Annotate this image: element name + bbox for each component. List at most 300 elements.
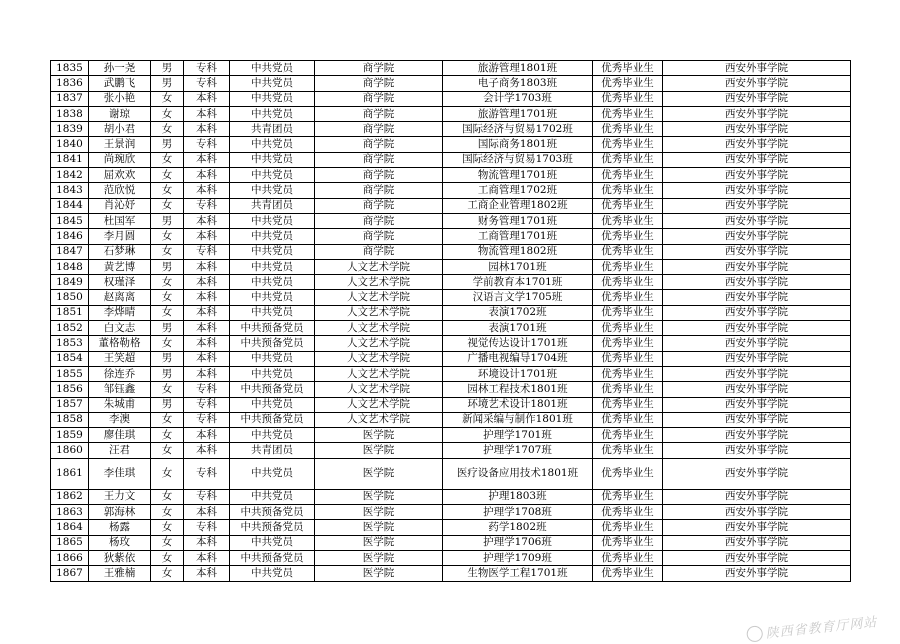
college-cell: 医学院	[315, 458, 443, 489]
class-cell: 国际商务1801班	[443, 137, 593, 152]
school-cell: 西安外事学院	[663, 122, 851, 137]
table-row	[51, 213, 851, 228]
table-row	[51, 458, 851, 489]
degree-level-cell: 专科	[184, 198, 230, 213]
college-cell: 商学院	[315, 168, 443, 183]
gender-cell: 男	[151, 259, 184, 274]
name-cell: 肖沁妤	[89, 198, 151, 213]
gender-cell: 女	[151, 489, 184, 504]
serial-cell: 1866	[51, 550, 89, 565]
degree-level-cell: 专科	[184, 382, 230, 397]
gender-cell: 女	[151, 520, 184, 535]
class-cell: 旅游管理1801班	[443, 61, 593, 76]
gender-cell: 女	[151, 305, 184, 320]
political-status-cell: 共青团员	[230, 198, 315, 213]
college-cell: 人文艺术学院	[315, 397, 443, 412]
degree-level-cell: 本科	[184, 168, 230, 183]
name-cell: 石梦琳	[89, 244, 151, 259]
college-cell: 商学院	[315, 198, 443, 213]
political-status-cell: 中共预备党员	[230, 550, 315, 565]
political-status-cell: 中共党员	[230, 259, 315, 274]
class-cell: 汉语言文学1705班	[443, 290, 593, 305]
award-cell: 优秀毕业生	[593, 336, 663, 351]
class-cell: 护理学1708班	[443, 505, 593, 520]
gender-cell: 女	[151, 505, 184, 520]
gender-cell: 男	[151, 61, 184, 76]
degree-level-cell: 本科	[184, 213, 230, 228]
table-row	[51, 336, 851, 351]
gender-cell: 男	[151, 76, 184, 91]
serial-cell: 1837	[51, 91, 89, 106]
table-row	[51, 428, 851, 443]
degree-level-cell: 专科	[184, 76, 230, 91]
gender-cell: 女	[151, 336, 184, 351]
name-cell: 李烨晴	[89, 305, 151, 320]
award-cell: 优秀毕业生	[593, 489, 663, 504]
name-cell: 范欣悦	[89, 183, 151, 198]
serial-cell: 1853	[51, 336, 89, 351]
political-status-cell: 中共党员	[230, 351, 315, 366]
name-cell: 孙一尧	[89, 61, 151, 76]
serial-cell: 1867	[51, 566, 89, 581]
school-cell: 西安外事学院	[663, 489, 851, 504]
class-cell: 工商管理1701班	[443, 229, 593, 244]
school-cell: 西安外事学院	[663, 535, 851, 550]
political-status-cell: 中共党员	[230, 566, 315, 581]
degree-level-cell: 本科	[184, 321, 230, 336]
table-row	[51, 61, 851, 76]
degree-level-cell: 本科	[184, 550, 230, 565]
table-row	[51, 122, 851, 137]
degree-level-cell: 本科	[184, 106, 230, 121]
college-cell: 商学院	[315, 244, 443, 259]
gender-cell: 女	[151, 275, 184, 290]
gender-cell: 女	[151, 106, 184, 121]
name-cell: 李澳	[89, 412, 151, 427]
school-cell: 西安外事学院	[663, 76, 851, 91]
name-cell: 邹钰鑫	[89, 382, 151, 397]
school-cell: 西安外事学院	[663, 505, 851, 520]
political-status-cell: 中共预备党员	[230, 321, 315, 336]
class-cell: 国际经济与贸易1702班	[443, 122, 593, 137]
award-cell: 优秀毕业生	[593, 412, 663, 427]
serial-cell: 1850	[51, 290, 89, 305]
degree-level-cell: 本科	[184, 505, 230, 520]
school-cell: 西安外事学院	[663, 305, 851, 320]
name-cell: 朱城甫	[89, 397, 151, 412]
class-cell: 生物医学工程1701班	[443, 566, 593, 581]
college-cell: 商学院	[315, 213, 443, 228]
award-cell: 优秀毕业生	[593, 106, 663, 121]
serial-cell: 1838	[51, 106, 89, 121]
name-cell: 谢琼	[89, 106, 151, 121]
school-cell: 西安外事学院	[663, 259, 851, 274]
name-cell: 李月圆	[89, 229, 151, 244]
political-status-cell: 中共党员	[230, 168, 315, 183]
gender-cell: 女	[151, 458, 184, 489]
gender-cell: 女	[151, 122, 184, 137]
table-row	[51, 520, 851, 535]
degree-level-cell: 专科	[184, 61, 230, 76]
name-cell: 王雅楠	[89, 566, 151, 581]
roster-body	[51, 61, 851, 582]
degree-level-cell: 本科	[184, 351, 230, 366]
table-row	[51, 91, 851, 106]
class-cell: 物流管理1802班	[443, 244, 593, 259]
table-row	[51, 535, 851, 550]
serial-cell: 1842	[51, 168, 89, 183]
political-status-cell: 中共预备党员	[230, 336, 315, 351]
award-cell: 优秀毕业生	[593, 76, 663, 91]
degree-level-cell: 专科	[184, 520, 230, 535]
political-status-cell: 中共党员	[230, 458, 315, 489]
table-row	[51, 168, 851, 183]
table-row	[51, 76, 851, 91]
class-cell: 护理学1706班	[443, 535, 593, 550]
award-cell: 优秀毕业生	[593, 275, 663, 290]
award-cell: 优秀毕业生	[593, 168, 663, 183]
gender-cell: 男	[151, 321, 184, 336]
school-cell: 西安外事学院	[663, 106, 851, 121]
table-row	[51, 382, 851, 397]
school-cell: 西安外事学院	[663, 137, 851, 152]
gender-cell: 男	[151, 137, 184, 152]
award-cell: 优秀毕业生	[593, 137, 663, 152]
degree-level-cell: 本科	[184, 259, 230, 274]
gender-cell: 男	[151, 351, 184, 366]
class-cell: 国际经济与贸易1703班	[443, 152, 593, 167]
degree-level-cell: 本科	[184, 443, 230, 458]
college-cell: 商学院	[315, 61, 443, 76]
award-cell: 优秀毕业生	[593, 321, 663, 336]
name-cell: 权瑾泽	[89, 275, 151, 290]
political-status-cell: 中共党员	[230, 152, 315, 167]
degree-level-cell: 本科	[184, 428, 230, 443]
name-cell: 郭海林	[89, 505, 151, 520]
gender-cell: 女	[151, 428, 184, 443]
name-cell: 廖佳琪	[89, 428, 151, 443]
award-cell: 优秀毕业生	[593, 213, 663, 228]
degree-level-cell: 本科	[184, 122, 230, 137]
name-cell: 屈欢欢	[89, 168, 151, 183]
serial-cell: 1839	[51, 122, 89, 137]
table-row	[51, 305, 851, 320]
class-cell: 物流管理1701班	[443, 168, 593, 183]
political-status-cell: 中共党员	[230, 366, 315, 381]
college-cell: 人文艺术学院	[315, 305, 443, 320]
class-cell: 环境设计1701班	[443, 366, 593, 381]
school-cell: 西安外事学院	[663, 366, 851, 381]
college-cell: 人文艺术学院	[315, 321, 443, 336]
college-cell: 医学院	[315, 428, 443, 443]
name-cell: 董格勒格	[89, 336, 151, 351]
political-status-cell: 中共党员	[230, 397, 315, 412]
name-cell: 王笑超	[89, 351, 151, 366]
political-status-cell: 中共党员	[230, 213, 315, 228]
name-cell: 武鹏飞	[89, 76, 151, 91]
gender-cell: 女	[151, 244, 184, 259]
political-status-cell: 中共党员	[230, 137, 315, 152]
political-status-cell: 中共党员	[230, 183, 315, 198]
degree-level-cell: 本科	[184, 535, 230, 550]
award-cell: 优秀毕业生	[593, 229, 663, 244]
political-status-cell: 中共党员	[230, 76, 315, 91]
political-status-cell: 中共预备党员	[230, 412, 315, 427]
serial-cell: 1852	[51, 321, 89, 336]
college-cell: 商学院	[315, 122, 443, 137]
degree-level-cell: 专科	[184, 412, 230, 427]
serial-cell: 1836	[51, 76, 89, 91]
school-cell: 西安外事学院	[663, 152, 851, 167]
college-cell: 人文艺术学院	[315, 336, 443, 351]
political-status-cell: 共青团员	[230, 122, 315, 137]
serial-cell: 1843	[51, 183, 89, 198]
political-status-cell: 中共党员	[230, 428, 315, 443]
award-cell: 优秀毕业生	[593, 61, 663, 76]
class-cell: 护理学1707班	[443, 443, 593, 458]
serial-cell: 1848	[51, 259, 89, 274]
serial-cell: 1864	[51, 520, 89, 535]
gender-cell: 女	[151, 535, 184, 550]
degree-level-cell: 本科	[184, 336, 230, 351]
table-row	[51, 412, 851, 427]
gender-cell: 女	[151, 412, 184, 427]
class-cell: 学前教育本1701班	[443, 275, 593, 290]
table-row	[51, 397, 851, 412]
award-cell: 优秀毕业生	[593, 505, 663, 520]
political-status-cell: 中共党员	[230, 489, 315, 504]
class-cell: 电子商务1803班	[443, 76, 593, 91]
school-cell: 西安外事学院	[663, 244, 851, 259]
gender-cell: 女	[151, 229, 184, 244]
school-cell: 西安外事学院	[663, 443, 851, 458]
college-cell: 人文艺术学院	[315, 259, 443, 274]
award-cell: 优秀毕业生	[593, 122, 663, 137]
class-cell: 旅游管理1701班	[443, 106, 593, 121]
gender-cell: 男	[151, 213, 184, 228]
school-cell: 西安外事学院	[663, 91, 851, 106]
college-cell: 医学院	[315, 505, 443, 520]
political-status-cell: 中共党员	[230, 244, 315, 259]
college-cell: 商学院	[315, 183, 443, 198]
gender-cell: 女	[151, 168, 184, 183]
school-cell: 西安外事学院	[663, 336, 851, 351]
table-row	[51, 244, 851, 259]
serial-cell: 1854	[51, 351, 89, 366]
gender-cell: 男	[151, 366, 184, 381]
gender-cell: 女	[151, 550, 184, 565]
class-cell: 财务管理1701班	[443, 213, 593, 228]
gender-cell: 女	[151, 290, 184, 305]
award-cell: 优秀毕业生	[593, 244, 663, 259]
college-cell: 人文艺术学院	[315, 382, 443, 397]
name-cell: 张小艳	[89, 91, 151, 106]
school-cell: 西安外事学院	[663, 566, 851, 581]
award-cell: 优秀毕业生	[593, 152, 663, 167]
table-row	[51, 229, 851, 244]
serial-cell: 1855	[51, 366, 89, 381]
serial-cell: 1851	[51, 305, 89, 320]
college-cell: 商学院	[315, 152, 443, 167]
class-cell: 表演1701班	[443, 321, 593, 336]
degree-level-cell: 专科	[184, 397, 230, 412]
school-cell: 西安外事学院	[663, 168, 851, 183]
college-cell: 医学院	[315, 566, 443, 581]
college-cell: 人文艺术学院	[315, 351, 443, 366]
degree-level-cell: 本科	[184, 91, 230, 106]
degree-level-cell: 本科	[184, 366, 230, 381]
award-cell: 优秀毕业生	[593, 351, 663, 366]
name-cell: 汪君	[89, 443, 151, 458]
award-cell: 优秀毕业生	[593, 458, 663, 489]
college-cell: 人文艺术学院	[315, 412, 443, 427]
political-status-cell: 中共党员	[230, 275, 315, 290]
name-cell: 白文志	[89, 321, 151, 336]
award-cell: 优秀毕业生	[593, 443, 663, 458]
school-cell: 西安外事学院	[663, 520, 851, 535]
award-cell: 优秀毕业生	[593, 259, 663, 274]
school-cell: 西安外事学院	[663, 275, 851, 290]
college-cell: 商学院	[315, 76, 443, 91]
degree-level-cell: 本科	[184, 290, 230, 305]
college-cell: 人文艺术学院	[315, 366, 443, 381]
political-status-cell: 中共党员	[230, 61, 315, 76]
gender-cell: 女	[151, 566, 184, 581]
school-cell: 西安外事学院	[663, 412, 851, 427]
gender-cell: 男	[151, 397, 184, 412]
serial-cell: 1862	[51, 489, 89, 504]
degree-level-cell: 本科	[184, 229, 230, 244]
class-cell: 工商企业管理1802班	[443, 198, 593, 213]
college-cell: 医学院	[315, 550, 443, 565]
school-cell: 西安外事学院	[663, 321, 851, 336]
award-cell: 优秀毕业生	[593, 520, 663, 535]
name-cell: 黄艺博	[89, 259, 151, 274]
school-cell: 西安外事学院	[663, 61, 851, 76]
college-cell: 医学院	[315, 535, 443, 550]
serial-cell: 1846	[51, 229, 89, 244]
award-cell: 优秀毕业生	[593, 428, 663, 443]
serial-cell: 1860	[51, 443, 89, 458]
school-cell: 西安外事学院	[663, 458, 851, 489]
name-cell: 王力文	[89, 489, 151, 504]
class-cell: 环境艺术设计1801班	[443, 397, 593, 412]
school-cell: 西安外事学院	[663, 550, 851, 565]
political-status-cell: 中共党员	[230, 305, 315, 320]
table-row	[51, 106, 851, 121]
gender-cell: 女	[151, 382, 184, 397]
college-cell: 人文艺术学院	[315, 275, 443, 290]
class-cell: 工商管理1702班	[443, 183, 593, 198]
name-cell: 杨玫	[89, 535, 151, 550]
class-cell: 新闻采编与制作1801班	[443, 412, 593, 427]
class-cell: 园林工程技术1801班	[443, 382, 593, 397]
degree-level-cell: 本科	[184, 152, 230, 167]
table-row	[51, 443, 851, 458]
serial-cell: 1865	[51, 535, 89, 550]
award-cell: 优秀毕业生	[593, 397, 663, 412]
degree-level-cell: 本科	[184, 183, 230, 198]
award-cell: 优秀毕业生	[593, 366, 663, 381]
name-cell: 尚琬欣	[89, 152, 151, 167]
table-row	[51, 489, 851, 504]
class-cell: 药学1802班	[443, 520, 593, 535]
degree-level-cell: 专科	[184, 137, 230, 152]
class-cell: 护理1803班	[443, 489, 593, 504]
class-cell: 医疗设备应用技术1801班	[443, 458, 593, 489]
school-cell: 西安外事学院	[663, 198, 851, 213]
name-cell: 杜国军	[89, 213, 151, 228]
gender-cell: 女	[151, 198, 184, 213]
political-status-cell: 中共党员	[230, 290, 315, 305]
class-cell: 表演1702班	[443, 305, 593, 320]
serial-cell: 1863	[51, 505, 89, 520]
serial-cell: 1849	[51, 275, 89, 290]
serial-cell: 1841	[51, 152, 89, 167]
name-cell: 赵离离	[89, 290, 151, 305]
serial-cell: 1857	[51, 397, 89, 412]
class-cell: 护理学1701班	[443, 428, 593, 443]
table-row	[51, 505, 851, 520]
watermark-text: 陕西省教育厅网站	[765, 615, 878, 642]
degree-level-cell: 本科	[184, 305, 230, 320]
degree-level-cell: 本科	[184, 566, 230, 581]
class-cell: 会计学1703班	[443, 91, 593, 106]
class-cell: 园林1701班	[443, 259, 593, 274]
political-status-cell: 中共预备党员	[230, 382, 315, 397]
award-cell: 优秀毕业生	[593, 91, 663, 106]
name-cell: 胡小君	[89, 122, 151, 137]
table-row	[51, 290, 851, 305]
college-cell: 人文艺术学院	[315, 290, 443, 305]
table-row	[51, 275, 851, 290]
political-status-cell: 中共预备党员	[230, 520, 315, 535]
degree-level-cell: 本科	[184, 275, 230, 290]
site-watermark	[746, 611, 878, 644]
table-row	[51, 566, 851, 581]
serial-cell: 1845	[51, 213, 89, 228]
name-cell: 王景润	[89, 137, 151, 152]
graduate-roster-table	[50, 60, 851, 582]
school-cell: 西安外事学院	[663, 213, 851, 228]
class-cell: 广播电视编导1704班	[443, 351, 593, 366]
class-cell: 视觉传达设计1701班	[443, 336, 593, 351]
name-cell: 李佳琪	[89, 458, 151, 489]
table-row	[51, 259, 851, 274]
class-cell: 护理学1709班	[443, 550, 593, 565]
name-cell: 杨露	[89, 520, 151, 535]
serial-cell: 1859	[51, 428, 89, 443]
table-row	[51, 198, 851, 213]
table-row	[51, 351, 851, 366]
award-cell: 优秀毕业生	[593, 183, 663, 198]
school-cell: 西安外事学院	[663, 290, 851, 305]
school-cell: 西安外事学院	[663, 397, 851, 412]
college-cell: 医学院	[315, 520, 443, 535]
school-cell: 西安外事学院	[663, 229, 851, 244]
gender-cell: 女	[151, 183, 184, 198]
gender-cell: 女	[151, 152, 184, 167]
emblem-icon	[746, 625, 764, 643]
political-status-cell: 中共党员	[230, 535, 315, 550]
college-cell: 商学院	[315, 91, 443, 106]
degree-level-cell: 专科	[184, 458, 230, 489]
table-row	[51, 183, 851, 198]
college-cell: 医学院	[315, 489, 443, 504]
degree-level-cell: 专科	[184, 489, 230, 504]
serial-cell: 1861	[51, 458, 89, 489]
college-cell: 商学院	[315, 137, 443, 152]
